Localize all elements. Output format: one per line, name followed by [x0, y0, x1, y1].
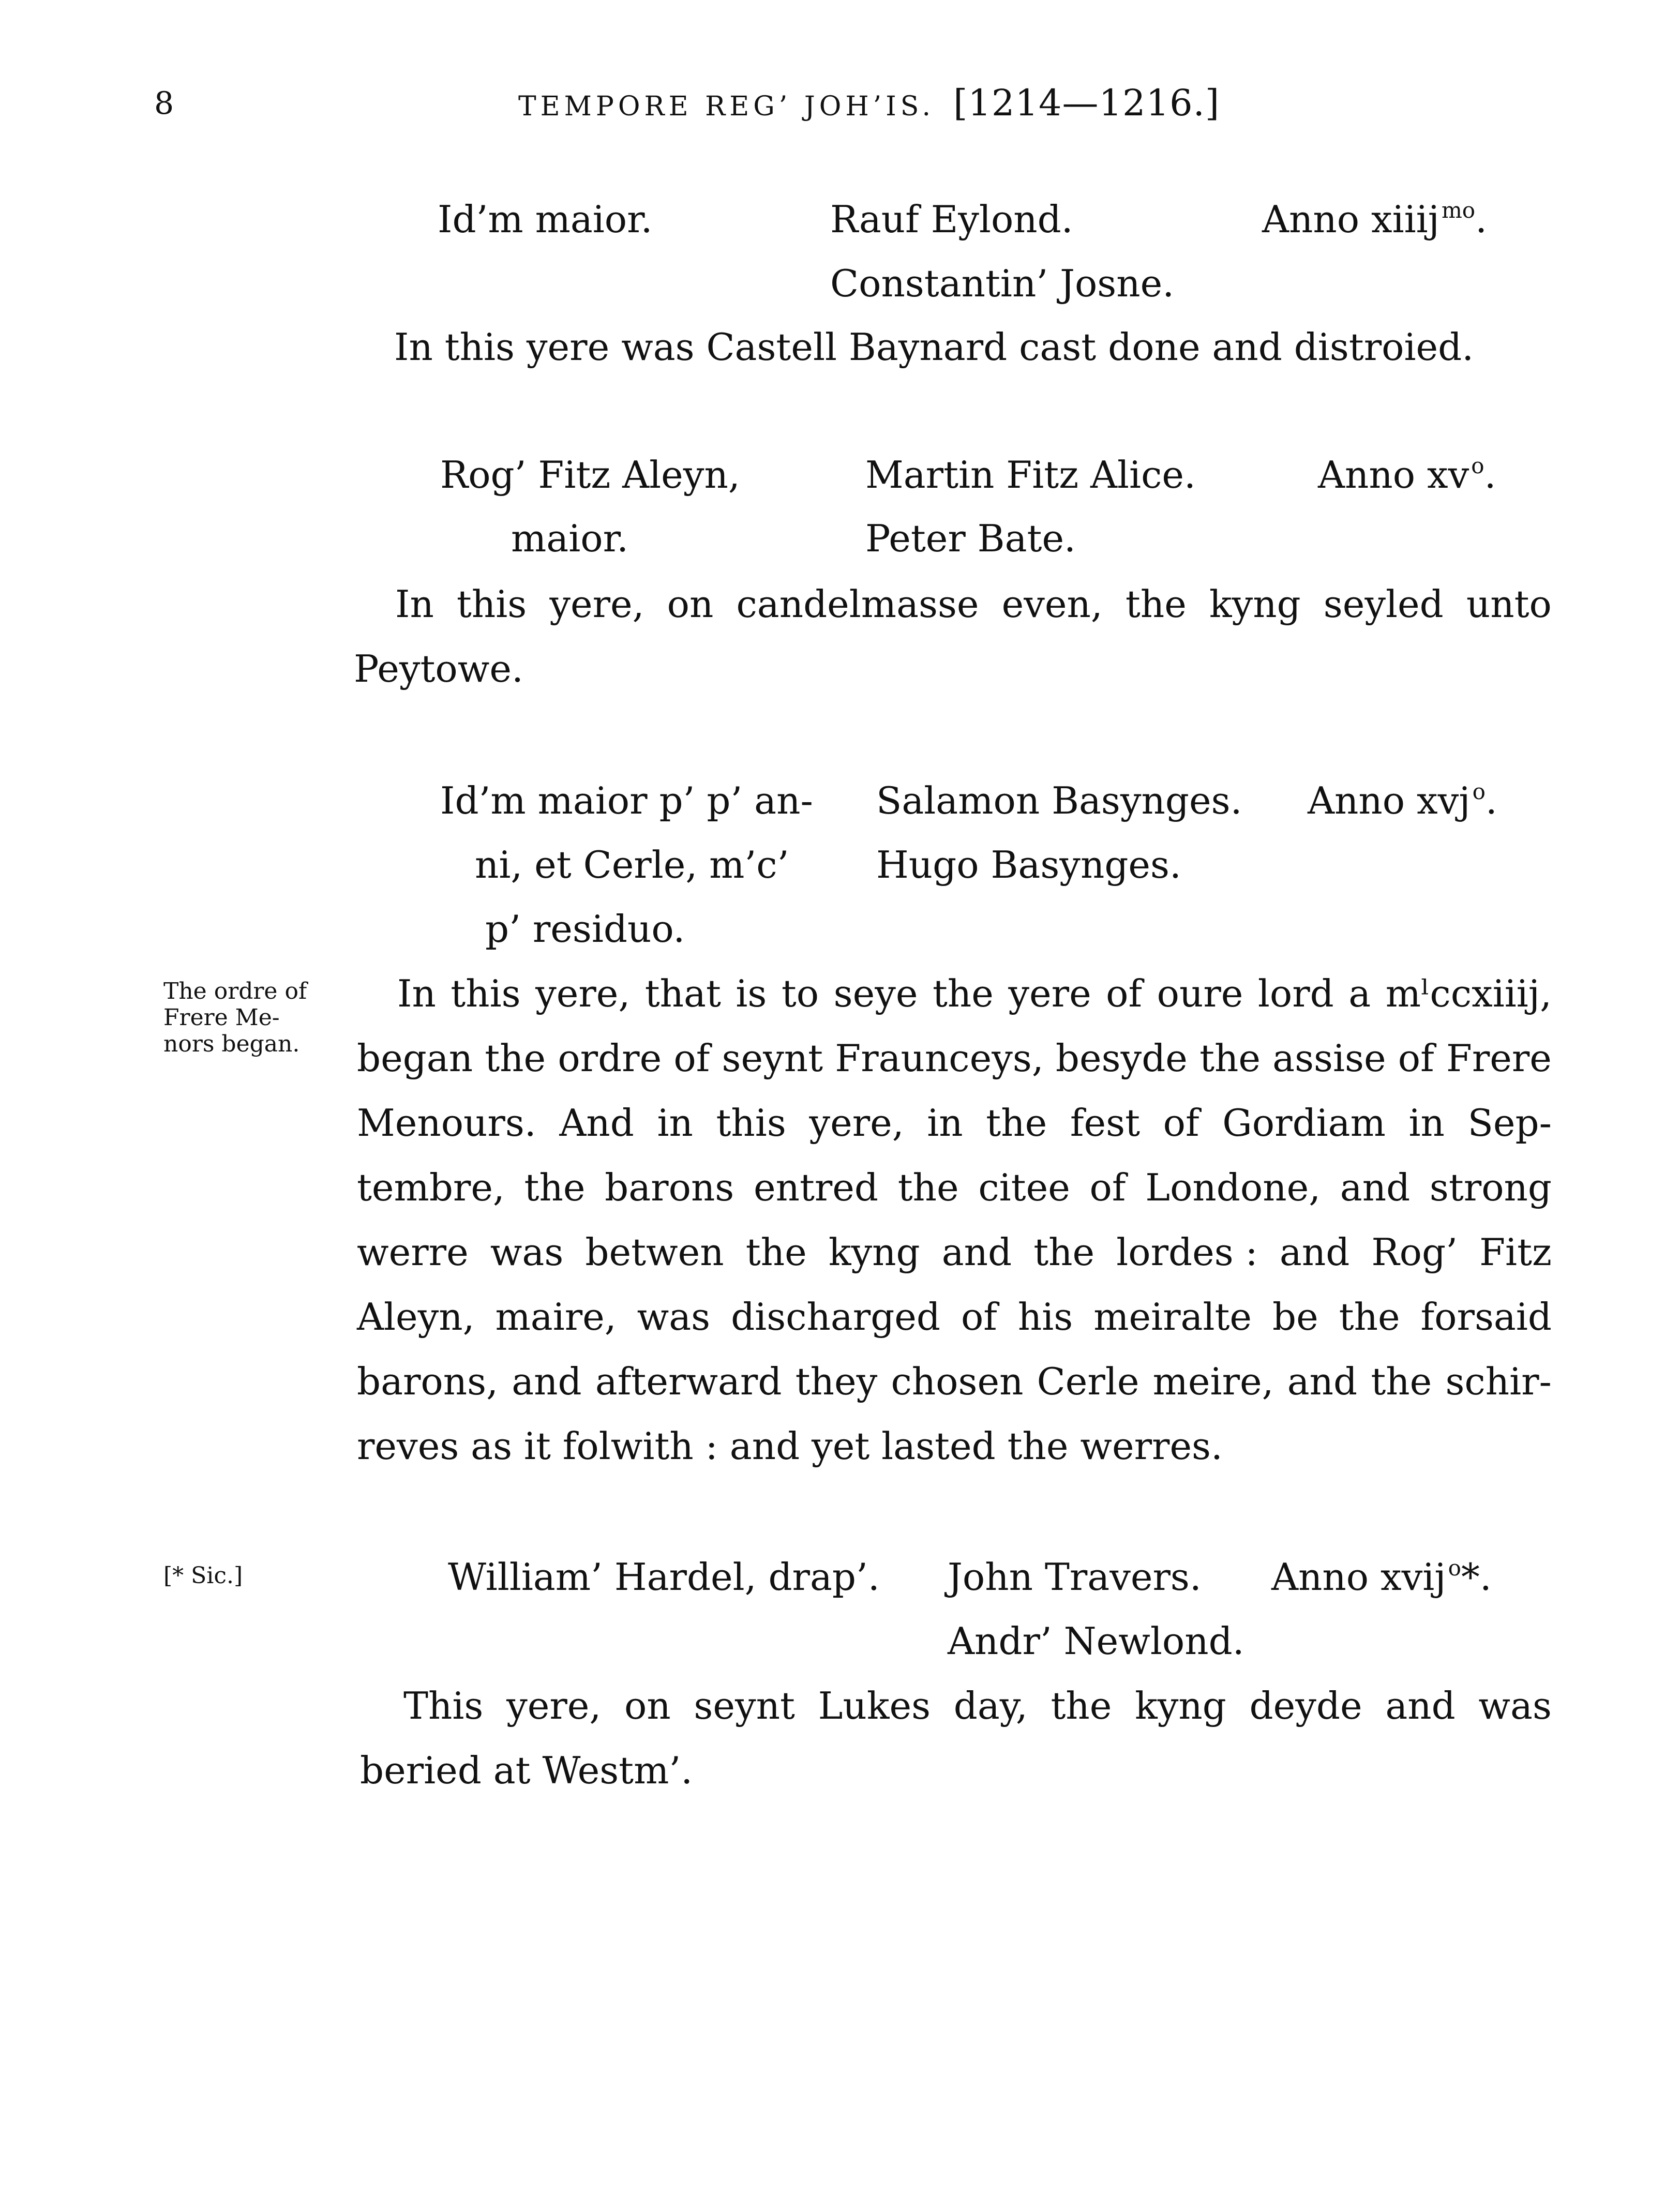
- entry-3-paragraph-line-4: tembre, the barons entred the citee of Londone, and strong: [357, 1166, 1552, 1209]
- entry-3-paragraph-line-8: reves as it folwith : and yet lasted the werres.: [357, 1424, 1223, 1468]
- entry-3-mayor-line-2: ni, et Cerle, m’c’: [475, 843, 789, 886]
- entry-3-mayor-line-3: p’ residuo.: [485, 907, 685, 951]
- running-head: [518, 82, 1220, 124]
- entry-3-paragraph-line-3: Menours. And in this yere, in the fest of Gordiam in Sep-: [357, 1101, 1552, 1145]
- entry-3-sheriff-1: Salamon Basynges.: [876, 779, 1242, 822]
- entry-3-mayor-line-1: Id’m maior p’ p’ an-: [440, 779, 813, 822]
- entry-2-year: Anno $xv^o$.: [1318, 453, 1496, 497]
- side-note-line-1: The ordre of: [163, 978, 307, 1004]
- entry-2-mayor-line-2: maior.: [511, 517, 628, 560]
- entry-2-paragraph-line-1: In this yere, on candelmasse even, the kyng seyled unto: [395, 582, 1552, 626]
- entry-1-year: Anno xiiij$^{mo}$.: [1262, 198, 1487, 241]
- entry-2-paragraph-line-2: Peytowe.: [354, 647, 523, 690]
- sic-note: [* Sic.]: [163, 1562, 243, 1589]
- entry-1-sheriff-1: Rauf Eylond.: [830, 198, 1073, 241]
- entry-4-year: Anno xvij$^o$*.: [1271, 1555, 1492, 1599]
- side-note-line-2: Frere Me-: [163, 1004, 280, 1031]
- entry-3-paragraph-line-2: began the ordre of seynt Fraunceys, besyde the assise of Frere: [357, 1036, 1552, 1080]
- entry-2-sheriff-1: Martin Fitz Alice.: [865, 453, 1196, 497]
- entry-4-sheriff-2: Andr’ Newlond.: [948, 1619, 1244, 1663]
- entry-3-paragraph-line-5: werre was betwen the kyng and the lordes : and Rog’ Fitz: [357, 1230, 1552, 1274]
- entry-4-mayor: William’ Hardel, drap’.: [448, 1555, 880, 1599]
- entry-4-paragraph-line-2: beried at Westm’.: [360, 1749, 693, 1792]
- entry-3-paragraph-line-7: barons, and afterward they chosen Cerle meire, and the schir-: [357, 1360, 1552, 1403]
- entry-4-sheriff-1: John Travers.: [948, 1555, 1202, 1599]
- entry-1-mayor: Id’m maior.: [438, 198, 653, 241]
- date-range: [1214—1216.]: [953, 82, 1220, 124]
- page-number: 8: [154, 85, 174, 122]
- side-note-line-3: nors began.: [163, 1031, 300, 1057]
- entry-3-year: Anno xvj$^o$.: [1308, 779, 1497, 822]
- entry-2-mayor-line-1: Rog’ Fitz Aleyn,: [440, 453, 740, 497]
- entry-3-sheriff-2: Hugo Basynges.: [876, 843, 1181, 886]
- entry-1-paragraph-line: In this yere was Castell Baynard cast done and distroied.: [394, 325, 1474, 369]
- entry-3-paragraph-line-1: In this yere, that is to seye the yere of oure lord a mˡccxiiij,: [397, 972, 1552, 1015]
- entry-4-paragraph-line-1: This yere, on seynt Lukes day, the kyng deyde and was: [403, 1684, 1552, 1727]
- entry-1-sheriff-2: Constantin’ Josne.: [830, 262, 1175, 305]
- entry-3-paragraph-line-6: Aleyn, maire, was discharged of his meiralte be the forsaid: [357, 1295, 1552, 1339]
- entry-2-sheriff-2: Peter Bate.: [865, 517, 1076, 560]
- running-title: TEMPORE REG’ JOH’IS.: [518, 91, 935, 122]
